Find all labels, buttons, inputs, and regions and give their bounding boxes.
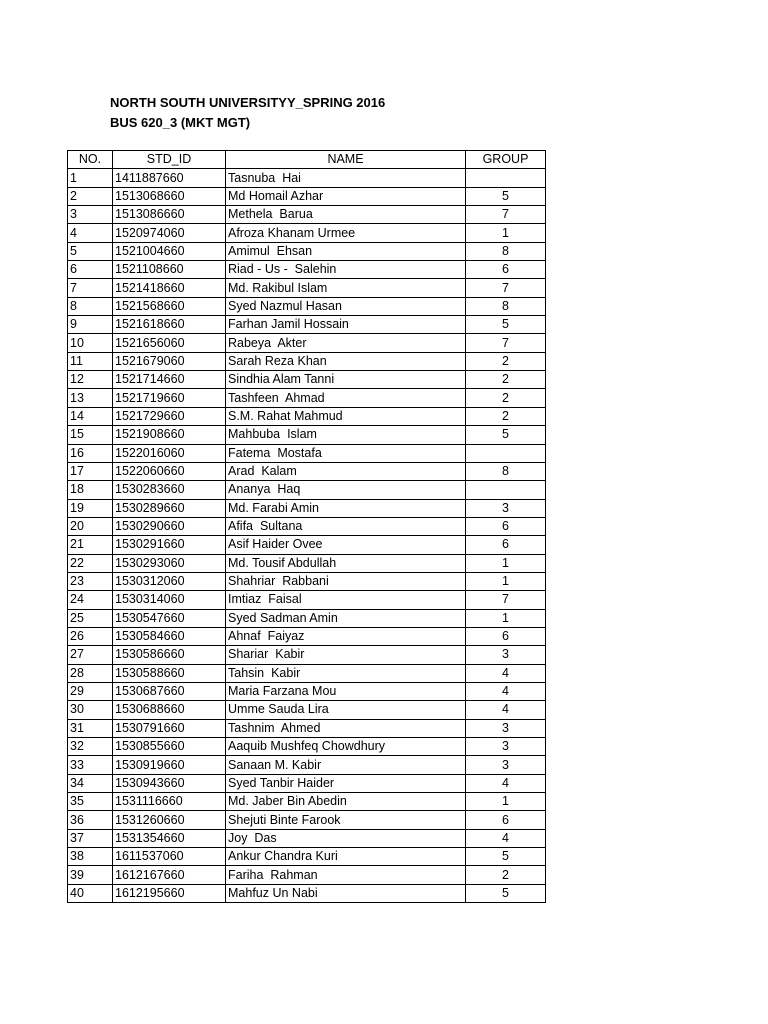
cell-no: 29 [68, 682, 113, 700]
table-row [68, 738, 546, 756]
cell-no: 35 [68, 793, 113, 811]
cell-std-id: 1521568660 [113, 297, 226, 315]
cell-name: Aaquib Mushfeq Chowdhury [226, 738, 466, 756]
cell-std-id: 1530283660 [113, 481, 226, 499]
cell-name: Asif Haider Ovee [226, 536, 466, 554]
cell-std-id: 1521908660 [113, 426, 226, 444]
cell-no: 39 [68, 866, 113, 884]
cell-no: 3 [68, 206, 113, 224]
table-row [68, 444, 546, 462]
cell-no: 15 [68, 426, 113, 444]
table-row [68, 793, 546, 811]
cell-no: 11 [68, 352, 113, 370]
table-row [68, 316, 546, 334]
cell-name: Md. Rakibul Islam [226, 279, 466, 297]
cell-group: 5 [466, 848, 546, 866]
cell-name: Sanaan M. Kabir [226, 756, 466, 774]
table-row [68, 242, 546, 260]
cell-name: S.M. Rahat Mahmud [226, 407, 466, 425]
cell-name: Farhan Jamil Hossain [226, 316, 466, 334]
table-row [68, 389, 546, 407]
cell-std-id: 1530312060 [113, 572, 226, 590]
cell-name: Joy Das [226, 829, 466, 847]
cell-name: Ahnaf Faiyaz [226, 627, 466, 645]
cell-group: 6 [466, 627, 546, 645]
cell-std-id: 1521714660 [113, 371, 226, 389]
cell-std-id: 1520974060 [113, 224, 226, 242]
cell-no: 17 [68, 462, 113, 480]
cell-group: 6 [466, 536, 546, 554]
cell-std-id: 1530586660 [113, 646, 226, 664]
table-row [68, 866, 546, 884]
cell-group: 8 [466, 242, 546, 260]
table-row [68, 756, 546, 774]
cell-no: 22 [68, 554, 113, 572]
cell-name: Sarah Reza Khan [226, 352, 466, 370]
cell-name: Imtiaz Faisal [226, 591, 466, 609]
cell-std-id: 1521618660 [113, 316, 226, 334]
cell-std-id: 1530289660 [113, 499, 226, 517]
table-row [68, 334, 546, 352]
cell-group: 5 [466, 426, 546, 444]
header-name: NAME [226, 151, 466, 169]
cell-no: 19 [68, 499, 113, 517]
cell-name: Md. Jaber Bin Abedin [226, 793, 466, 811]
table-row [68, 646, 546, 664]
cell-std-id: 1530584660 [113, 627, 226, 645]
cell-no: 36 [68, 811, 113, 829]
cell-group: 4 [466, 829, 546, 847]
cell-name: Arad Kalam [226, 462, 466, 480]
table-row [68, 554, 546, 572]
table-row [68, 426, 546, 444]
cell-std-id: 1531260660 [113, 811, 226, 829]
cell-name: Fatema Mostafa [226, 444, 466, 462]
cell-group: 7 [466, 591, 546, 609]
table-row [68, 811, 546, 829]
cell-group: 8 [466, 297, 546, 315]
cell-group: 3 [466, 756, 546, 774]
cell-std-id: 1530314060 [113, 591, 226, 609]
cell-group: 2 [466, 866, 546, 884]
table-row [68, 462, 546, 480]
cell-std-id: 1530855660 [113, 738, 226, 756]
cell-std-id: 1522016060 [113, 444, 226, 462]
cell-group: 6 [466, 811, 546, 829]
cell-std-id: 1530588660 [113, 664, 226, 682]
cell-name: Tahsin Kabir [226, 664, 466, 682]
cell-std-id: 1521729660 [113, 407, 226, 425]
cell-std-id: 1612195660 [113, 884, 226, 902]
cell-group [466, 481, 546, 499]
cell-name: Md Homail Azhar [226, 187, 466, 205]
cell-name: Md. Farabi Amin [226, 499, 466, 517]
cell-no: 38 [68, 848, 113, 866]
cell-no: 4 [68, 224, 113, 242]
cell-no: 34 [68, 774, 113, 792]
cell-group: 1 [466, 554, 546, 572]
cell-no: 1 [68, 169, 113, 187]
cell-no: 28 [68, 664, 113, 682]
cell-std-id: 1530290660 [113, 517, 226, 535]
table-row [68, 517, 546, 535]
cell-no: 8 [68, 297, 113, 315]
cell-name: Ankur Chandra Kuri [226, 848, 466, 866]
cell-name: Syed Sadman Amin [226, 609, 466, 627]
cell-no: 23 [68, 572, 113, 590]
cell-name: Tasnuba Hai [226, 169, 466, 187]
cell-group: 2 [466, 352, 546, 370]
cell-std-id: 1522060660 [113, 462, 226, 480]
cell-group: 6 [466, 261, 546, 279]
cell-name: Amimul Ehsan [226, 242, 466, 260]
table-row [68, 848, 546, 866]
table-row [68, 224, 546, 242]
cell-no: 30 [68, 701, 113, 719]
cell-name: Fariha Rahman [226, 866, 466, 884]
cell-name: Syed Tanbir Haider [226, 774, 466, 792]
cell-no: 40 [68, 884, 113, 902]
cell-no: 10 [68, 334, 113, 352]
cell-no: 26 [68, 627, 113, 645]
cell-name: Riad - Us - Salehin [226, 261, 466, 279]
cell-no: 24 [68, 591, 113, 609]
cell-name: Shahriar Rabbani [226, 572, 466, 590]
cell-group [466, 444, 546, 462]
table-row [68, 719, 546, 737]
cell-name: Maria Farzana Mou [226, 682, 466, 700]
cell-no: 18 [68, 481, 113, 499]
table-row [68, 297, 546, 315]
cell-group: 4 [466, 664, 546, 682]
cell-group: 3 [466, 646, 546, 664]
table-row [68, 481, 546, 499]
cell-std-id: 1521004660 [113, 242, 226, 260]
cell-group: 5 [466, 316, 546, 334]
table-row [68, 591, 546, 609]
cell-std-id: 1530791660 [113, 719, 226, 737]
cell-group: 1 [466, 609, 546, 627]
cell-no: 12 [68, 371, 113, 389]
cell-std-id: 1513068660 [113, 187, 226, 205]
cell-group: 5 [466, 884, 546, 902]
cell-no: 7 [68, 279, 113, 297]
cell-std-id: 1530919660 [113, 756, 226, 774]
cell-group: 4 [466, 774, 546, 792]
cell-std-id: 1530943660 [113, 774, 226, 792]
table-row [68, 499, 546, 517]
table-row [68, 187, 546, 205]
table-row [68, 701, 546, 719]
cell-group: 5 [466, 187, 546, 205]
cell-name: Methela Barua [226, 206, 466, 224]
cell-no: 32 [68, 738, 113, 756]
table-row [68, 536, 546, 554]
cell-std-id: 1612167660 [113, 866, 226, 884]
cell-group: 1 [466, 224, 546, 242]
cell-name: Shejuti Binte Farook [226, 811, 466, 829]
course-subtitle: BUS 620_3 (MKT MGT) [110, 115, 251, 130]
cell-name: Ananya Haq [226, 481, 466, 499]
cell-name: Sindhia Alam Tanni [226, 371, 466, 389]
cell-std-id: 1521418660 [113, 279, 226, 297]
cell-name: Shariar Kabir [226, 646, 466, 664]
cell-group [466, 169, 546, 187]
cell-no: 21 [68, 536, 113, 554]
table-row [68, 774, 546, 792]
cell-name: Afroza Khanam Urmee [226, 224, 466, 242]
cell-std-id: 1521108660 [113, 261, 226, 279]
cell-group: 7 [466, 279, 546, 297]
table-row [68, 261, 546, 279]
header-std-id: STD_ID [113, 151, 226, 169]
cell-name: Mahbuba Islam [226, 426, 466, 444]
cell-group: 7 [466, 206, 546, 224]
cell-std-id: 1530687660 [113, 682, 226, 700]
table-row [68, 206, 546, 224]
table-row [68, 664, 546, 682]
cell-group: 2 [466, 371, 546, 389]
cell-group: 8 [466, 462, 546, 480]
cell-std-id: 1531116660 [113, 793, 226, 811]
header-no: NO. [68, 151, 113, 169]
cell-std-id: 1411887660 [113, 169, 226, 187]
table-row [68, 352, 546, 370]
table-row [68, 609, 546, 627]
cell-std-id: 1531354660 [113, 829, 226, 847]
cell-group: 2 [466, 407, 546, 425]
cell-no: 33 [68, 756, 113, 774]
table-row [68, 627, 546, 645]
cell-group: 3 [466, 719, 546, 737]
cell-group: 2 [466, 389, 546, 407]
cell-std-id: 1530293060 [113, 554, 226, 572]
cell-group: 4 [466, 701, 546, 719]
cell-group: 1 [466, 572, 546, 590]
cell-no: 5 [68, 242, 113, 260]
cell-group: 3 [466, 499, 546, 517]
cell-std-id: 1513086660 [113, 206, 226, 224]
cell-name: Tashnim Ahmed [226, 719, 466, 737]
header-group: GROUP [466, 151, 546, 169]
cell-no: 37 [68, 829, 113, 847]
cell-no: 6 [68, 261, 113, 279]
cell-no: 31 [68, 719, 113, 737]
table-row [68, 829, 546, 847]
table-row [68, 884, 546, 902]
cell-no: 14 [68, 407, 113, 425]
document-title: NORTH SOUTH UNIVERSITYY_SPRING 2016 [110, 95, 386, 110]
cell-std-id: 1521679060 [113, 352, 226, 370]
cell-std-id: 1521719660 [113, 389, 226, 407]
cell-group: 4 [466, 682, 546, 700]
table-row [68, 371, 546, 389]
cell-std-id: 1521656060 [113, 334, 226, 352]
cell-name: Afifa Sultana [226, 517, 466, 535]
cell-name: Umme Sauda Lira [226, 701, 466, 719]
cell-no: 25 [68, 609, 113, 627]
table-row [68, 279, 546, 297]
student-group-table [67, 150, 546, 903]
cell-name: Rabeya Akter [226, 334, 466, 352]
cell-std-id: 1530547660 [113, 609, 226, 627]
cell-std-id: 1530688660 [113, 701, 226, 719]
cell-no: 2 [68, 187, 113, 205]
table-row [68, 572, 546, 590]
cell-name: Syed Nazmul Hasan [226, 297, 466, 315]
cell-name: Tashfeen Ahmad [226, 389, 466, 407]
cell-no: 9 [68, 316, 113, 334]
table-header-row [68, 151, 546, 169]
cell-name: Mahfuz Un Nabi [226, 884, 466, 902]
cell-no: 27 [68, 646, 113, 664]
cell-no: 20 [68, 517, 113, 535]
table-row [68, 682, 546, 700]
table-row [68, 169, 546, 187]
cell-std-id: 1611537060 [113, 848, 226, 866]
cell-name: Md. Tousif Abdullah [226, 554, 466, 572]
cell-group: 6 [466, 517, 546, 535]
cell-std-id: 1530291660 [113, 536, 226, 554]
cell-no: 16 [68, 444, 113, 462]
cell-group: 1 [466, 793, 546, 811]
cell-group: 3 [466, 738, 546, 756]
table-row [68, 407, 546, 425]
cell-group: 7 [466, 334, 546, 352]
cell-no: 13 [68, 389, 113, 407]
